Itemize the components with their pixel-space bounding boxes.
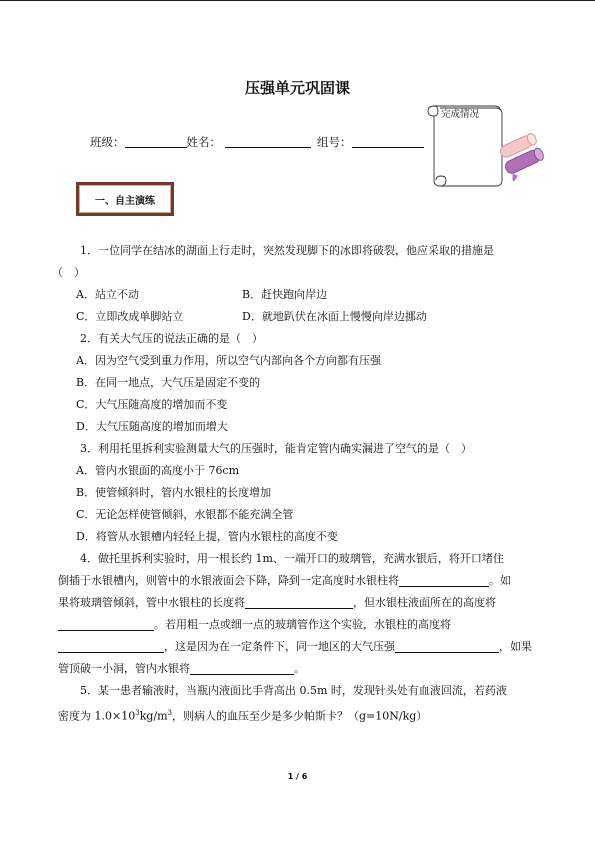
group-label: 组号： <box>317 135 352 149</box>
q4-line4-text: 。若用粗一点或细一点的玻璃管作这个实验，水银柱的高度将 <box>154 618 451 631</box>
group-blank[interactable] <box>352 135 424 148</box>
q5-line1: 5．某一患者输液时，当瓶内液面比手背高出 0.5m 时，发现针头处有血液回流，若药液 <box>80 684 507 697</box>
completion-label: 完成情况 <box>441 109 480 120</box>
q1-options-row1 <box>58 284 536 306</box>
q5-density-text: 密度为 1.0×10 <box>58 709 136 723</box>
q3-option-d[interactable]: D．将管从水银槽内轻轻上提，管内水银柱的高度不变 <box>76 530 338 543</box>
q4-line1: 4．做托里拆利实验时，用一根长约 1m、一端开口的玻璃管，充满水银后，将开口堵住 <box>80 552 504 565</box>
q4-blank-2[interactable] <box>245 595 353 609</box>
q2-stem: 2．有关大气压的说法正确的是（ ） <box>80 332 263 345</box>
q5-line2 <box>58 702 536 728</box>
q1-option-b[interactable]: B．赶快跑向岸边 <box>242 288 328 301</box>
q5-unit-text: kg/m <box>139 709 168 723</box>
q4-blank-6[interactable] <box>190 661 294 675</box>
q3-option-b[interactable]: B．使管倾斜时，管内水银柱的长度增加 <box>76 486 272 499</box>
student-info-line <box>90 134 424 150</box>
q4-line3-end: ，但水银柱液面所在的高度将 <box>353 596 496 609</box>
q2-option-a[interactable]: A．因为空气受到重力作用，所以空气内部向各个方向都有压强 <box>76 354 381 367</box>
q3-option-c[interactable]: C．无论怎样使管倾斜，水银都不能充满全管 <box>76 508 294 521</box>
q5-unit-exponent: 3 <box>167 709 172 717</box>
q1-option-a[interactable]: A．站立不动 <box>76 288 139 301</box>
q4-line4 <box>58 614 536 636</box>
q4-blank-3[interactable] <box>58 617 154 631</box>
q4-line2-text: 倒插于水银槽内，则管中的水银液面会下降，降到一定高度时水银柱将 <box>58 574 399 587</box>
q4-line6-end: 。 <box>294 662 305 675</box>
page-title: 压强单元巩固课 <box>244 79 350 97</box>
q1-options-row2 <box>58 306 536 328</box>
q5-question-text: ，则病人的血压至少是多少帕斯卡？（g=10N/kg） <box>172 709 428 723</box>
section-heading: 一、自主演练 <box>79 185 171 213</box>
q4-blank-5[interactable] <box>395 639 499 653</box>
page-number: 1 / 6 <box>287 772 308 781</box>
class-blank[interactable] <box>125 135 187 148</box>
q4-line6-text: 管顶破一小洞，管内水银将 <box>58 662 190 675</box>
q1-stem-bracket: （ ） <box>52 266 85 279</box>
q4-line5-text: ，这是因为在一定条件下，同一地区的大气压强 <box>164 640 395 653</box>
q4-line3 <box>58 592 536 614</box>
q1-option-d[interactable]: D．就地趴伏在冰面上慢慢向岸边挪动 <box>242 310 427 323</box>
q4-line5 <box>58 636 536 658</box>
q4-line3-text: 果将玻璃管倾斜，管中水银柱的长度将 <box>58 596 245 609</box>
q1-option-c[interactable]: C．立即改成单脚站立 <box>76 310 184 323</box>
q4-line2 <box>58 570 536 592</box>
section-heading-box <box>76 182 174 216</box>
q4-line5-end: ，如果 <box>499 640 532 653</box>
q1-stem: 1．一位同学在结冰的湖面上行走时，突然发现脚下的冰即将破裂，他应采取的措施是 <box>80 244 494 257</box>
q2-option-d[interactable]: D．大气压随高度的增加而增大 <box>76 420 228 433</box>
class-label: 班级： <box>90 135 125 149</box>
q4-line6 <box>58 658 536 680</box>
name-blank[interactable] <box>225 135 311 148</box>
q4-blank-1[interactable] <box>399 573 489 587</box>
q3-stem: 3．利用托里拆利实验测量大气的压强时，能肯定管内确实漏进了空气的是（ ） <box>80 442 472 455</box>
scroll-rolls-icon <box>498 131 546 181</box>
q4-blank-4[interactable] <box>58 639 164 653</box>
questions-content <box>52 240 536 728</box>
q5-exponent: 3 <box>135 709 140 717</box>
top-border <box>0 0 595 1</box>
q3-option-a[interactable]: A．管内水银面的高度小于 76cm <box>76 464 240 477</box>
q2-option-b[interactable]: B．在同一地点，大气压是固定不变的 <box>76 376 261 389</box>
name-label: 姓名： <box>186 135 221 149</box>
q4-line2-end: 。如 <box>489 574 511 587</box>
q2-option-c[interactable]: C．大气压随高度的增加而不变 <box>76 398 228 411</box>
